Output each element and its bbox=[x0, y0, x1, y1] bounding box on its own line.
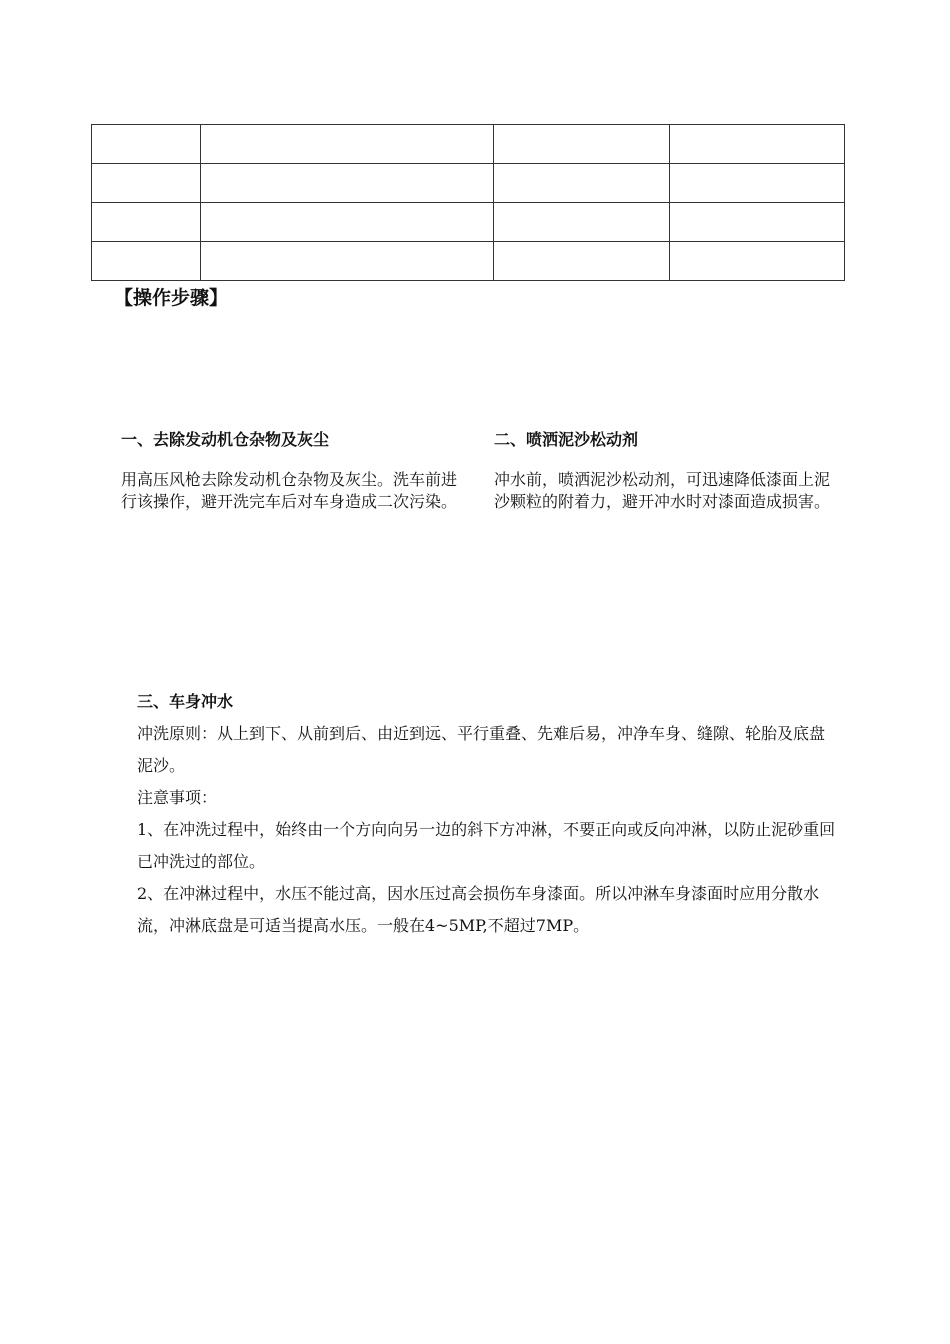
step3-notes-label: 注意事项： bbox=[137, 788, 218, 807]
table-cell bbox=[92, 242, 201, 281]
table-row bbox=[92, 164, 845, 203]
table-cell bbox=[201, 164, 494, 203]
table-cell bbox=[201, 203, 494, 242]
step3-note-2: 2、在冲淋过程中，水压不能过高，因水压过高会损伤车身漆面。所以冲淋车身漆面时应用分散水流，冲淋底盘是可适当提高水压。一般在4~5MP,不超过7MP。 bbox=[137, 884, 820, 935]
table-cell bbox=[670, 242, 845, 281]
table-cell bbox=[92, 203, 201, 242]
table-cell bbox=[494, 125, 670, 164]
step2-section bbox=[494, 427, 839, 513]
steps-heading: 【操作步骤】 bbox=[114, 287, 229, 309]
step3-title: 三、车身冲水 bbox=[137, 692, 234, 711]
table-cell bbox=[670, 125, 845, 164]
table-row bbox=[92, 125, 845, 164]
step3-principle: 冲洗原则：从上到下、从前到后、由近到远、平行重叠、先难后易，冲净车身、缝隙、轮胎及底盘泥沙。 bbox=[137, 724, 826, 775]
table-cell bbox=[494, 164, 670, 203]
step2-body: 冲水前，喷洒泥沙松动剂，可迅速降低漆面上泥沙颗粒的附着力，避开冲水时对漆面造成损害。 bbox=[494, 470, 831, 511]
step1-body: 用高压风枪去除发动机仓杂物及灰尘。洗车前进行该操作，避开洗完车后对车身造成二次污染。 bbox=[121, 470, 458, 511]
blank-table bbox=[91, 124, 845, 281]
table-cell bbox=[670, 203, 845, 242]
table-cell bbox=[201, 242, 494, 281]
table-cell bbox=[494, 242, 670, 281]
step3-note-1: 1、在冲洗过程中，始终由一个方向向另一边的斜下方冲淋，不要正向或反向冲淋，以防止泥砂重回已冲洗过的部位。 bbox=[137, 820, 836, 871]
table-cell bbox=[201, 125, 494, 164]
table-cell bbox=[92, 125, 201, 164]
step3-section bbox=[137, 686, 837, 942]
table-cell bbox=[92, 164, 201, 203]
table-cell bbox=[670, 164, 845, 203]
step2-title: 二、喷洒泥沙松动剂 bbox=[494, 430, 639, 449]
table-cell bbox=[494, 203, 670, 242]
table-row bbox=[92, 203, 845, 242]
step1-title: 一、去除发动机仓杂物及灰尘 bbox=[121, 430, 330, 449]
table-row bbox=[92, 242, 845, 281]
step1-section bbox=[121, 427, 471, 513]
